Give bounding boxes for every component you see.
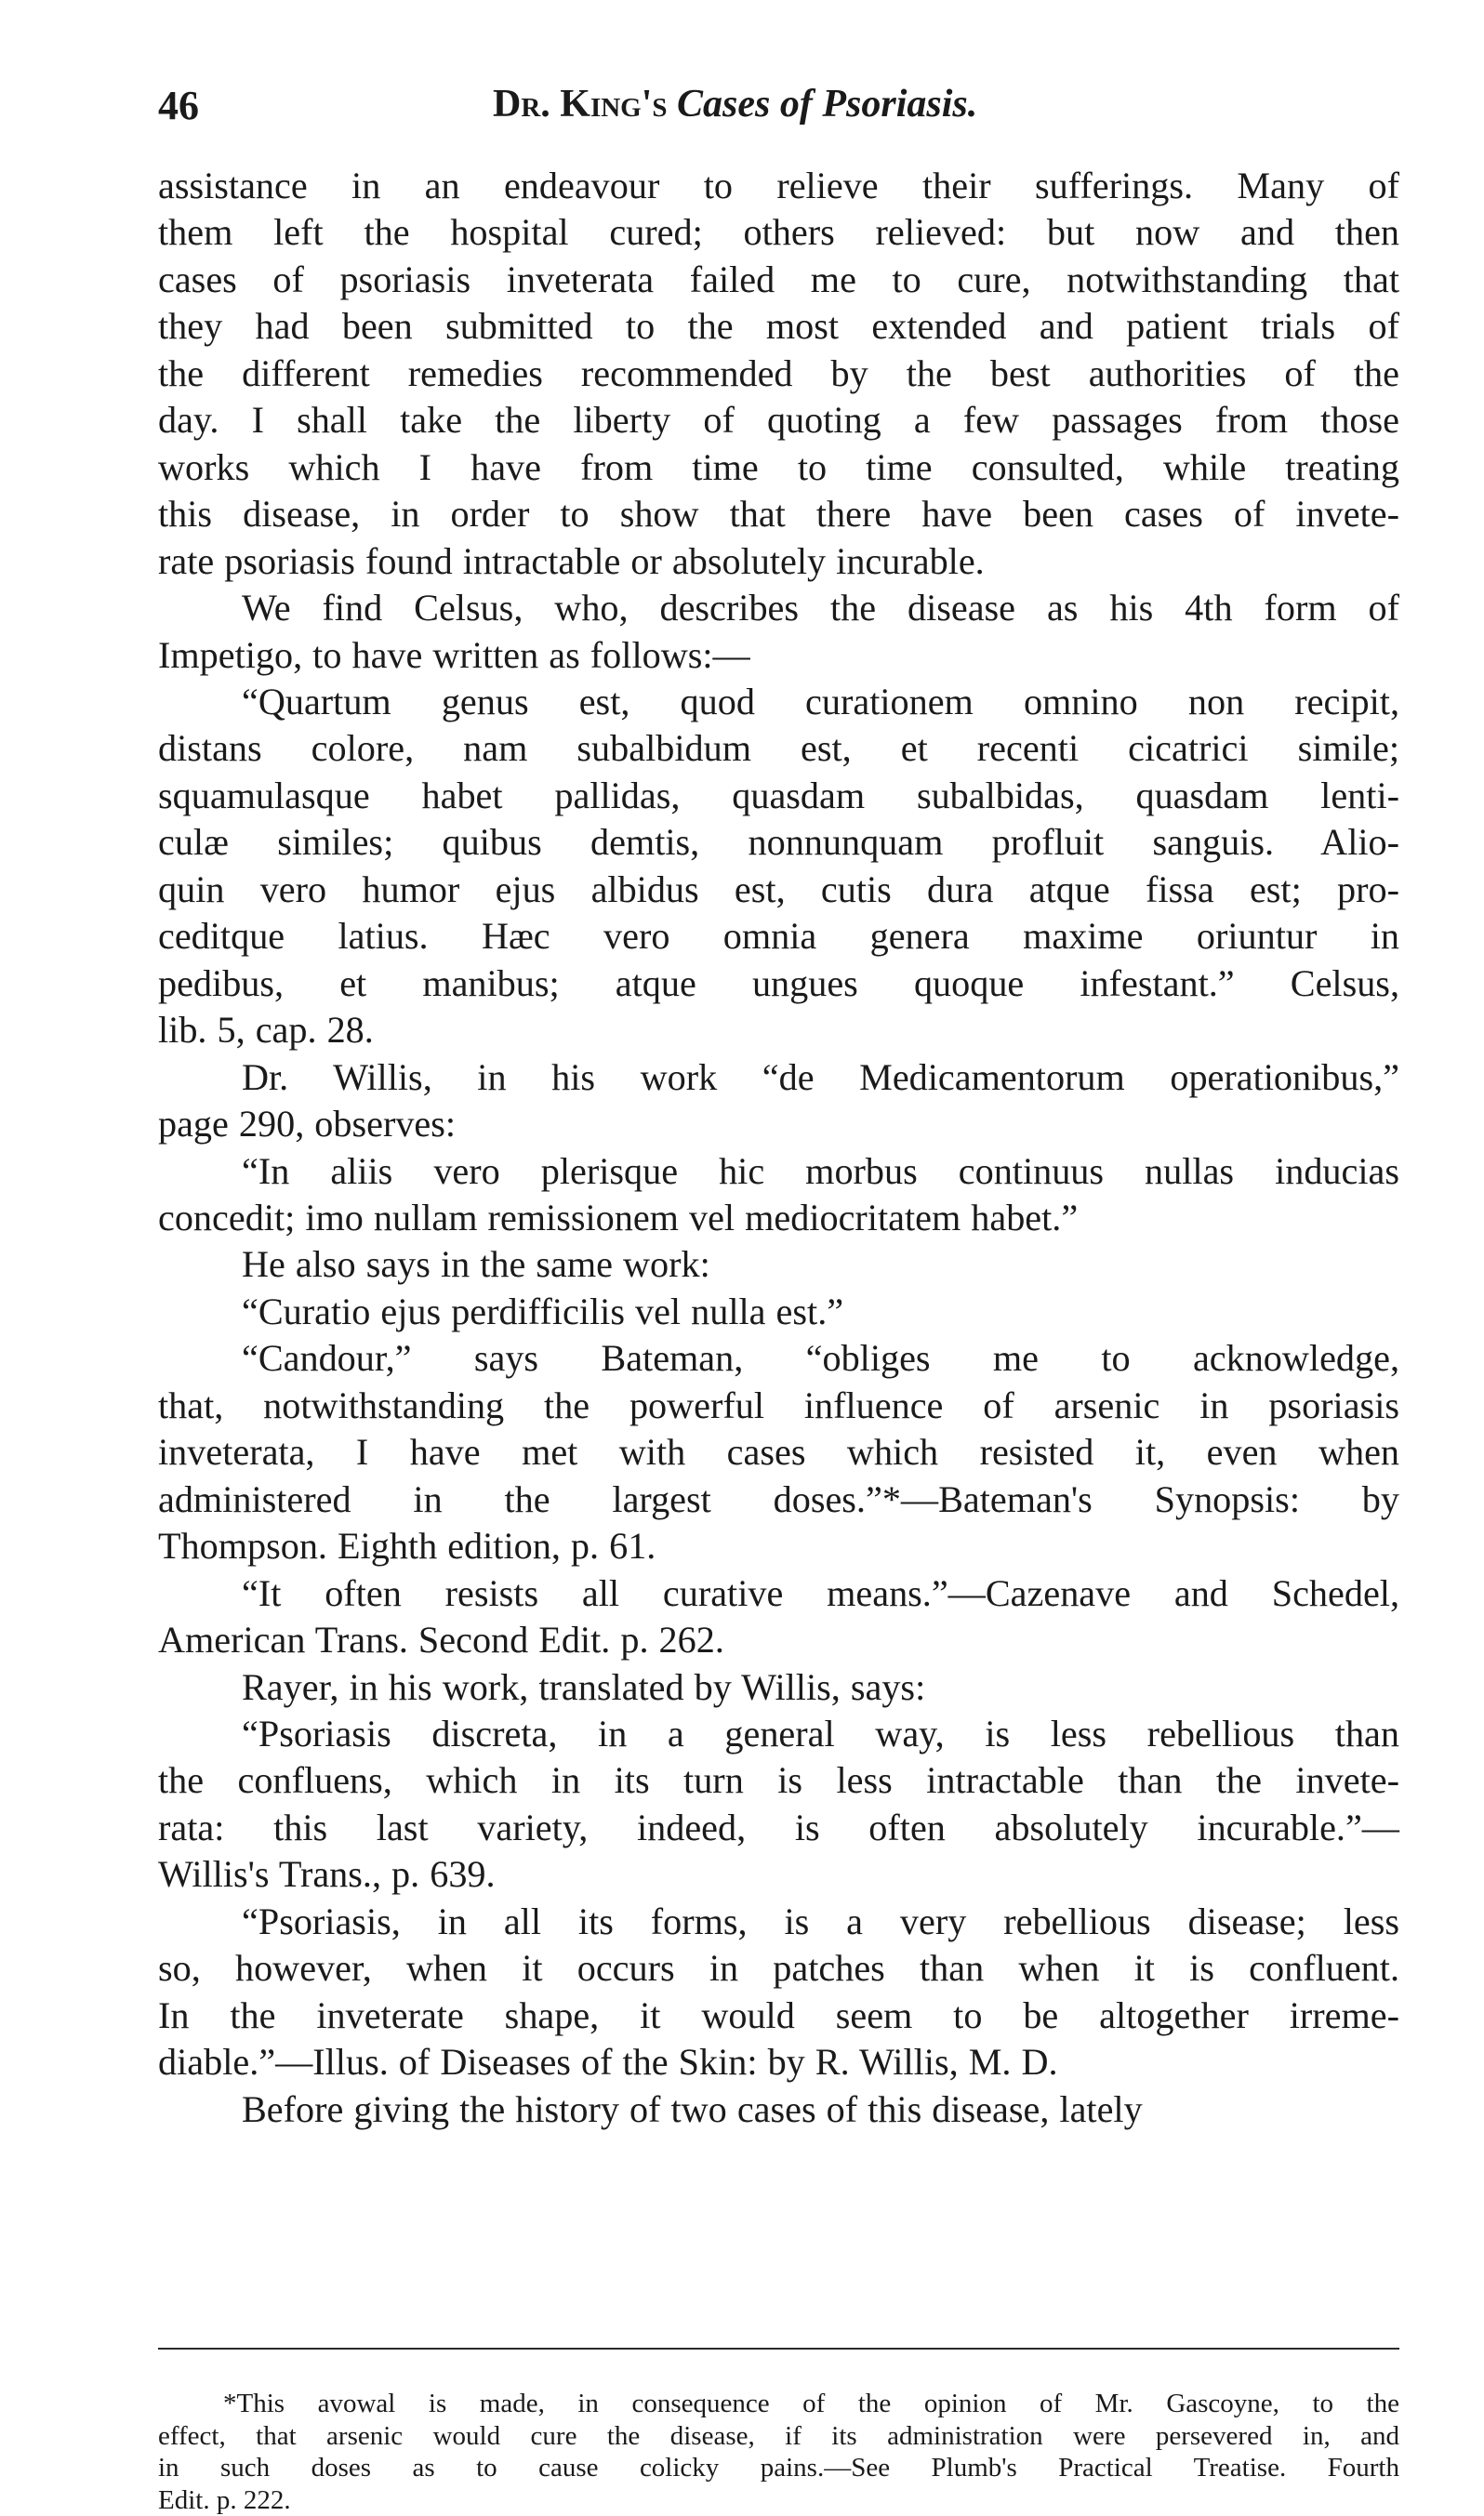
text-line: “Quartum genus est, quod curationem omnino non recipit, (158, 679, 1399, 725)
text-line: rate psoriasis found intractable or absolutely incurable. (158, 538, 1399, 585)
text-line: Dr. Willis, in his work “de Medicamentorum operationibus,” (158, 1054, 1399, 1101)
text-line: pedibus, et manibus; atque ungues quoque infestant.” Celsus, (158, 960, 1399, 1007)
text-line: “Candour,” says Bateman, “obliges me to acknowledge, (158, 1335, 1399, 1382)
text-line: rata: this last variety, indeed, is often absolutely incurable.”— (158, 1805, 1399, 1851)
text-line: works which I have from time to time consulted, while treating (158, 444, 1399, 491)
text-line: page 290, observes: (158, 1101, 1399, 1147)
page-header (158, 82, 1395, 138)
text-line: the different remedies recommended by the best authorities of the (158, 351, 1399, 397)
text-line: administered in the largest doses.”*—Bateman's Synopsis: by (158, 1476, 1399, 1523)
body-text (158, 163, 1399, 2133)
text-line: ceditque latius. Hæc vero omnia genera maxime oriuntur in (158, 913, 1399, 960)
text-line: concedit; imo nullam remissionem vel mediocritatem habet.” (158, 1195, 1399, 1241)
footnote (158, 2388, 1399, 2516)
text-line: quin vero humor ejus albidus est, cutis dura atque fissa est; pro- (158, 867, 1399, 913)
text-line: “Psoriasis discreta, in a general way, is less rebellious than (158, 1711, 1399, 1757)
text-line: the confluens, which in its turn is less intractable than the invete- (158, 1757, 1399, 1804)
text-line: inveterata, I have met with cases which resisted it, even when (158, 1429, 1399, 1476)
footnote-line: effect, that arsenic would cure the disease, if its administration were persevered in, and (158, 2420, 1399, 2453)
text-line: distans colore, nam subalbidum est, et recenti cicatrici simile; (158, 725, 1399, 772)
text-line: He also says in the same work: (158, 1241, 1399, 1288)
text-line: assistance in an endeavour to relieve their sufferings. Many of (158, 163, 1399, 209)
running-head-title: Cases of Psoriasis. (677, 83, 977, 126)
text-line: American Trans. Second Edit. p. 262. (158, 1617, 1399, 1663)
text-line: “It often resists all curative means.”—Cazenave and Schedel, (158, 1570, 1399, 1617)
text-line: them left the hospital cured; others relieved: but now and then (158, 209, 1399, 256)
running-head (493, 82, 977, 126)
text-line: culæ similes; quibus demtis, nonnunquam profluit sanguis. Alio- (158, 819, 1399, 866)
text-line: they had been submitted to the most extended and patient trials of (158, 303, 1399, 350)
text-line: “Psoriasis, in all its forms, is a very rebellious disease; less (158, 1899, 1399, 1945)
text-line: “In aliis vero plerisque hic morbus continuus nullas inducias (158, 1148, 1399, 1195)
text-line: Rayer, in his work, translated by Willis, says: (158, 1664, 1399, 1711)
text-line: diable.”—Illus. of Diseases of the Skin: by R. Willis, M. D. (158, 2039, 1399, 2086)
text-line: Impetigo, to have written as follows:— (158, 632, 1399, 679)
text-line: day. I shall take the liberty of quoting a few passages from those (158, 397, 1399, 444)
footnote-line: in such doses as to cause colicky pains.—See Plumb's Practical Treatise. Fourth (158, 2452, 1399, 2484)
text-line: this disease, in order to show that there have been cases of invete- (158, 491, 1399, 537)
text-line: We find Celsus, who, describes the disease as his 4th form of (158, 585, 1399, 631)
running-head-name: Dr. King's (493, 83, 668, 126)
text-line: lib. 5, cap. 28. (158, 1007, 1399, 1053)
text-line: Thompson. Eighth edition, p. 61. (158, 1523, 1399, 1569)
footnote-line: *This avowal is made, in consequence of the opinion of Mr. Gascoyne, to the (158, 2388, 1399, 2420)
footnote-line: Edit. p. 222. (158, 2484, 1399, 2516)
text-line: that, notwithstanding the powerful influence of arsenic in psoriasis (158, 1383, 1399, 1429)
text-line: cases of psoriasis inveterata failed me to cure, notwithstanding that (158, 257, 1399, 303)
text-line: Willis's Trans., p. 639. (158, 1851, 1399, 1898)
page-number: 46 (158, 82, 199, 129)
text-line: squamulasque habet pallidas, quasdam subalbidas, quasdam lenti- (158, 773, 1399, 819)
text-line: In the inveterate shape, it would seem to be altogether irreme- (158, 1993, 1399, 2039)
footnote-rule (158, 2348, 1399, 2350)
text-line: “Curatio ejus perdifficilis vel nulla est.” (158, 1289, 1399, 1335)
text-line: so, however, when it occurs in patches than when it is confluent. (158, 1945, 1399, 1992)
text-line: Before giving the history of two cases of this disease, lately (158, 2086, 1399, 2133)
